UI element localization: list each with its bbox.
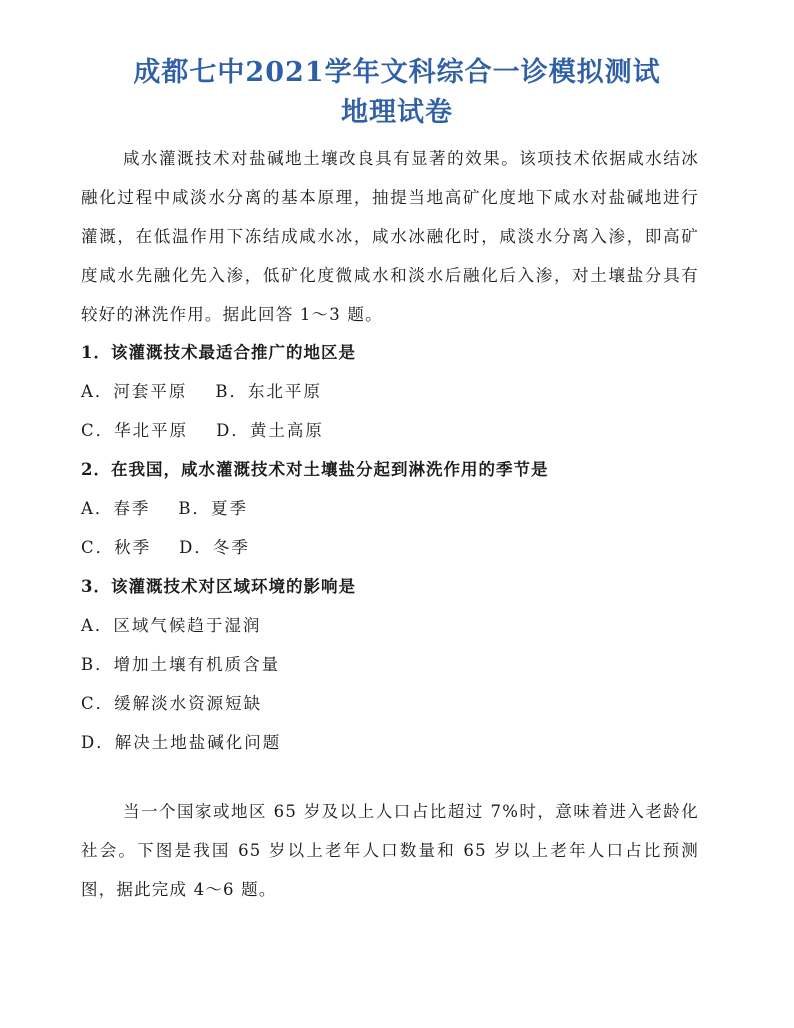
question-2-option-a: A．春季 <box>81 499 151 518</box>
question-3-option-c: C．缓解淡水资源短缺 <box>81 694 263 713</box>
question-2-options-row-1 <box>81 495 248 519</box>
question-2-option-c: C．秋季 <box>81 538 152 557</box>
question-3-option-b: B．增加土壤有机质含量 <box>81 655 281 674</box>
question-1-options-row-2 <box>81 417 324 441</box>
question-2-options-row-2 <box>81 534 250 558</box>
exam-title: 成都七中2021学年文科综合一诊模拟测试 <box>133 57 661 88</box>
passage-irrigation: 咸水灌溉技术对盐碱地土壤改良具有显著的效果。该项技术依据咸水结冰融化过程中咸淡水分离的基本原理，抽提当地高矿化度地下咸水对盐碱地进行灌溉，在低温作用下冻结成咸水冰，咸水冰融化时，咸淡水分离入渗，即高矿度咸水先融化先入渗，低矿化度微咸水和淡水后融化后入渗，对土壤盐分具有较好的淋洗作用。据此回答 1～3 题。 <box>81 149 699 324</box>
question-1-option-a: A．河套平原 <box>81 382 188 401</box>
question-3-option-a: A．区域气候趋于湿润 <box>81 616 262 635</box>
question-1-option-b: B．东北平原 <box>215 382 323 401</box>
question-2-option-d: D．冬季 <box>179 538 250 557</box>
passage-aging: 当一个国家或地区 65 岁及以上人口占比超过 7%时，意味着进入老龄化社会。下图是我国 65 岁以上老年人口数量和 65 岁以上老年人口占比预测图，据此完成 4～6 题。 <box>81 802 699 899</box>
question-1-option-c: C．华北平原 <box>81 421 189 440</box>
question-3-option-d: D．解决土地盐碱化问题 <box>81 733 282 752</box>
question-2-stem: 2．在我国，咸水灌溉技术对土壤盐分起到淋洗作用的季节是 <box>81 460 549 479</box>
question-1-stem: 1．该灌溉技术最适合推广的地区是 <box>81 343 356 362</box>
question-2-option-b: B．夏季 <box>178 499 249 518</box>
question-3-stem: 3．该灌溉技术对区域环境的影响是 <box>81 577 356 596</box>
exam-subtitle: 地理试卷 <box>341 97 453 128</box>
question-1-option-d: D．黄土高原 <box>216 421 324 440</box>
question-1-options-row-1 <box>81 378 322 402</box>
